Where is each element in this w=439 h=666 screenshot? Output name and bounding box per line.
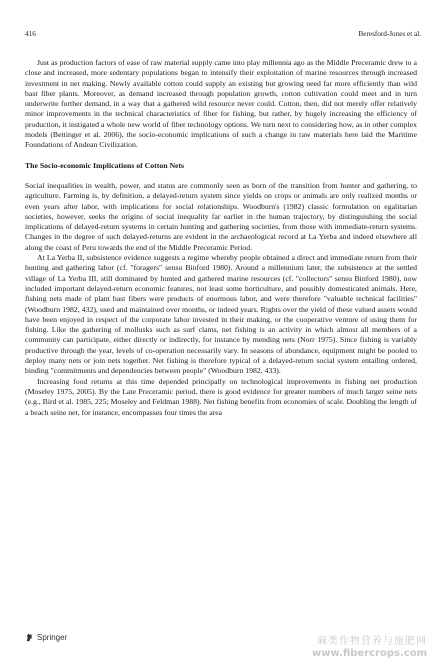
publisher-name: Springer <box>37 633 68 642</box>
page-header <box>25 30 421 38</box>
watermark <box>312 636 427 660</box>
section-title: The Socio-economic Implications of Cotton Nets <box>25 160 185 170</box>
paragraph: Increasing food returns at this time depended principally on technological improvements in fishing net production (Moseley 1975, 2005). By the Late Preceramic period, there is good evidence for greater numbers of much larger seine nets (e.g., Bird et al. 1985, 225; Moseley and Feldman 1988). Net fishing benefits from economies of scale. Doubling the length of a beach seine net, for instance, encompasses four times the area <box>25 376 417 417</box>
springer-horse-icon <box>25 633 34 642</box>
article-body <box>25 58 417 418</box>
publisher-logo <box>25 633 67 642</box>
paragraph-intro: Just as production factors of ease of raw material supply came into play millennia ago as the Middle Preceramic drew to a close and increased, more sedentary populations began to intensify their exploitation of marine resources through increased investment in net making. Newly available cotton could supply an existing but growing need far more efficiently than wild bast fiber plants. Moreover, as demand increased through population growth, cotton cultivation could meet and in turn underwrite further demand, in a way that a gathered wild resource never could. Cotton, then, did not merely offer relatively minor improvements in the technical characteristics of fiber for fishing, but rather, by hugely increasing the efficiency of production, it instigated a whole new world of fiber technology options. We turn next to considering how, as in other complex models (Bettinger et al. 2006), the socio-economic implications of such a change in raw materials here laid the Maritime Foundations of Andean Civilization. <box>25 58 417 150</box>
watermark-line-1: 麻类作物营养与施肥网 <box>317 636 427 647</box>
paragraph: Social inequalities in wealth, power, and status are commonly seen as born of the transition from hunter and gathering, to agriculture. Farming is, by definition, a delayed-return system since yields on crops or animals are only realized months or even years after labor, with implications for social relationships. Woodburn's (1982) classic formulation on egalitarian societies, however, seeks the origins of social inequality far earlier in the human trajectory, by distinguishing the social implications of delayed-return systems in certain hunting and gathering societies, from those with immediate-return systems. Changes in the degree of such delayed-returns are evident in the archaeological record at La Yerba and indeed elsewhere all along the coast of Peru towards the end of the Middle Preceramic Period. <box>25 180 417 252</box>
running-head: Beresford-Jones et al. <box>358 30 421 38</box>
watermark-line-2: www.fibercrops.com <box>311 648 427 659</box>
paragraph: At La Yerba II, subsistence evidence suggests a regime whereby people obtained a direct and immediate return from their hunting and gathering labor (cf. "foragers" sensu Binford 1980). Around a millennium later, the subsistence at the settled village of La Yerba III, still dominated by hunted and gathered marine resources (cf. "collectors" sensu Binford 1980), now included important delayed-return economic features, not least some horticulture, and possibly domesticated animals. Here, fishing nets made of plant bast fibers were products of enormous labor, and were therefore "valuable technical facilities" (Woodburn 1982, 432), used and maintained over months, or indeed years. Rights over the yield of these valued assets would have been enjoyed in respect of the corporate labor invested in their making, or the cooperative venture of using them for fishing. Like the gathering of mollusks such as surf clams, net fishing is an activity in which almost all members of a community can participate, either directly or indirectly, for instance by mending nets (Norr 1975). Since fishing is variably productive through the year, levels of co-operation necessarily vary. In seasons of abundance, equipment might be pooled to deploy many nets or join nets together. Net fishing is therefore typical of a delayed-return social system entailing ordered, binding "commitments and dependencies between people" (Woodburn 1982, 433). <box>25 253 417 376</box>
page-number: 416 <box>25 30 36 38</box>
